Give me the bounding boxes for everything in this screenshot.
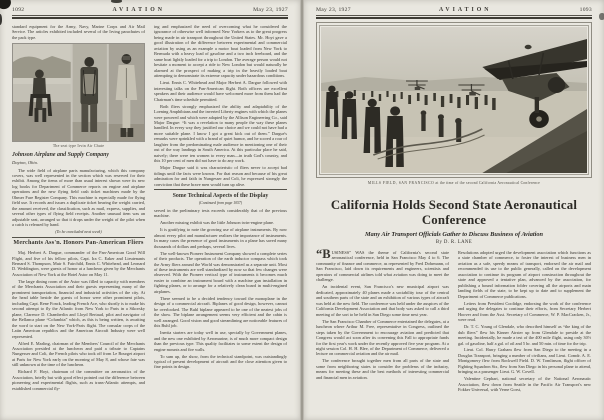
section-rule [154, 189, 287, 190]
header-rule-thin [316, 15, 592, 16]
drop-cap: “B [316, 247, 331, 261]
paragraph: It is gratifying to note the growing use of airplane instruments. By now almost every pilot and manufacturer realizes the importance of instruments. In many cases the presence of good instruments in a plane has saved many thousands of dollars and perhaps, several lives. [154, 227, 287, 249]
johnson-article-heading: Johnson Airplane and Supply Company [12, 152, 110, 159]
page-number: 1092 [12, 7, 25, 13]
mills-field-photo [316, 22, 592, 178]
running-header-left [12, 7, 288, 13]
right-page [304, 0, 604, 420]
merchants-section-heading: Merchants Ass'n. Honors Pan-American Fliers [13, 240, 144, 247]
parachute-photo-illustration [13, 44, 144, 141]
paragraph: Valentine Gephart, national secretary of the National Aeronautic Association, flew down from Seattle in the Pacific Air Transport's new Fokker Universal, with Verne Gorst, [458, 376, 591, 393]
left-page [0, 0, 300, 420]
paragraph: Lieut. Col. Harry Graham flew from San Diego to the meeting in a Douglas Transport, bringing a number of civilians, and Lieut. Comdr. A. E. Montgomery flew from Rockwell Field. D. W. Tomlinson, flight officer of Fighting Squadron Six, flew from San Diego in his personal plane to attend, bringing as a passenger Lieut. G. W. Covell. [458, 347, 591, 375]
to-be-concluded-note: (To be concluded next week) [55, 229, 102, 235]
scan-smudge [599, 13, 604, 20]
mills-field-photo-illustration [321, 27, 587, 173]
article-subtitle: Many Air Transport Officials Gather to Discuss Business of Aviation [364, 230, 544, 238]
right-page-column-2 [458, 250, 591, 394]
paragraph: There seemed to be a decided tendency toward the monoplane in the design of a commercial aircraft. Biplanes of good design, however, cannot be overlooked. The Buhl biplane appeared to be one of the neatest jobs of the show. The biplane arrangement seems very efficient and the cabin is well arranged. Good vision and good streamlining are noticeable features of this Buhl job. [154, 295, 287, 329]
paragraph: Maj. Herbert A. Dargue, commander of the Pan-American Good Will Flight, and five of his fellow pilots, Capt. Ira C. Eaker and Lieutenants Bernard S. Thompson, Muir S. Fairchild, Ennis C. Whitehead, and Leonard D. Weddington, were guests of honor at a luncheon given by the Merchants Association of New York at the Hotel Astor on May 11. [12, 250, 145, 277]
photo-caption: The seat type Irvin Air Chute [52, 144, 105, 149]
photo-caption-rest: at the time of the second California Aeronautical Conference [435, 180, 541, 185]
paragraph: The wide field of airplane parts manufacturing, which this company covers, was well represented in the section which was reserved for their exhibit. Among the items of more than usual interest shown were its new log books for Department of Commerce reports on engine and airplane operations and the new flying field cash ticket machines made by the Ohmer Fare Register Company. This machine is especially made for flying field use. It records and issues a duplicate ticket bearing the weight carried, the amount received, the classification, such as mail, express, supplies, and several other types of flying field receipts. Another unusual item was an adjustable seat, arranged so that it drops under the weight of the pilot when a catch is released by hand. [12, 167, 145, 228]
issue-date: May 23, 1927 [316, 7, 351, 13]
paragraph: Alfred E. Marling, chairman of the Members' Council of the Merchants Association presided at the luncheon and paid a tribute to Captains Nungesser and Coli, the French pilots who took off from Le Bourget airport at Paris for New York early on the morning of May 8, and whose fate was still unknown at the time of the luncheon. [12, 340, 145, 368]
paragraph: Resolutions adopted urged the development association which functions as a state chamber of commerce, to foster the interest of business men in aviation as a safe, speedy means of transport, endorsed the air mail and recommended its use to the public generally, called on the development association to continue its program of airport construction throughout the state and approved a tentative plan, advanced by the association, for publishing a bound information folder covering all the airports and main landing fields of the state, to be kept up to date and to supplement the Department of Commerce publications. [458, 250, 591, 299]
left-page-column-1 [12, 24, 145, 393]
photo-caption-lead: MILLS FIELD, SAN FRANCISCO [367, 180, 435, 185]
paragraph: The conference brought together men from all parts of the state and some from neighboring states to consider the problems of the industry, means for meeting these and the best methods of interesting commercial and financial men in aviation. [316, 358, 449, 380]
right-page-column-1 [316, 247, 449, 394]
paragraph: Inertia starters are today well in use, specially by Government planes, and the new one exhibited by Aeromarine, is of much more compact design than the previous type. This quality facilitates to some extent the design of engine mounts and fire walls. [154, 330, 287, 352]
header-rule-thick [316, 17, 592, 19]
paragraph: served in the preliminary tests exceeds considerably that of the previous machine. [154, 207, 287, 219]
paragraph: To sum up, the show, from the technical standpoint, was outstandingly typical of present development of aircraft and the close attention given to fine points in design. [154, 353, 287, 370]
header-rule-thin [12, 15, 288, 16]
continued-from-note: (Continued from page 1057) [198, 200, 243, 205]
article-headline: California Holds Second State Aeronautical Conference [330, 197, 578, 227]
paragraph: Lieut. Ennis C. Whitehead and Major Herbert A. Dargue followed with interesting talks on the Pan-American flight. Both officers are excellent speakers and their audience would have welcomed more from them had the Chairman's time schedule permitted. [154, 80, 287, 102]
johnson-article-subheading: Dayton, Ohio. [12, 159, 39, 165]
paragraph: The well-known Pioneer Instrument Company showed a complete series of their products. The operation of the earth inductor compass which took the Army fliers around the World was demonstrated as a separate unit. Most of these instruments are well standardized by now so that few changes were observed. With the Pioneer vertical type of instruments it becomes much easier to combine an instrument board with a machine gun installation in fighting planes, or to arrange for a relatively clean board in multi-engined airplanes. [154, 250, 287, 294]
magazine-title: AVIATION [112, 7, 165, 13]
photo-caption [316, 181, 592, 185]
paragraph: Letters from President Coolidge, endorsing the work of the conference and urging the delegates to continue their efforts, from Secretary Herbert Hoover and from the Asst. Secretary of Commerce, W. P. MacCracken, Jr., were read. [458, 300, 591, 323]
running-header-right [316, 7, 592, 13]
page-number: 1093 [579, 7, 592, 13]
paragraph: ing and emphasized the need of overcoming what he considered the ignorance of otherwise well informed New Yorkers as to the great progress being made in air transport throughout the United States. Mr. Hoyt gave a good illustration of the difference between experimental and commercial aviation by using as an example a motor boat loaded from New York to Bermuda with a heavy load of gasoline and a two inch freeboard, and the same boat lightly loaded for a trip to London. The average person would not hesitate a moment to accept a ride to New London but would naturally be alarmed at the prospect of making a trip in the heavily loaded boat attempting to demonstrate its extreme capacity under hazardous conditions. [154, 24, 287, 79]
paragraph: The San Francisco Chamber of Commerce entertained the delegates, at a luncheon where Arthur M. Free, representative in Congress, outlined the steps taken by the Government to encourage aviation and predicted that Congress would act soon after its convening this Fall to appropriate funds for the first year's work under the recently approved five year program. At a night session Col. H. H. Blee, of the Department of Commerce, delivered a lecture on commercial aviation and the air mail. [316, 318, 449, 357]
article-byline: By D. R. LANE [435, 240, 473, 245]
paragraph: “BUSINESS” WAS the theme of California's second state aeronautical conference, held in San Francisco May 4 to 6. The community of finance and commerce, as represented by Fred Dohrmann, of San Francisco, laid down its requirements and engineers, scientists and operators of commercial airlines told what aviation was doing to meet the challenge. [316, 247, 449, 283]
section-rule [12, 237, 145, 238]
paragraph: Both fliers strongly emphasized the ability and adaptability of the Loening Amphibians and the inverted Liberty engines with which the planes were powered and which were adapted by the Allison Engineering Co., said Major Dargue: “It was a revelation to many people the way these planes handled. In every way they justified our choice and we could not have had a more suitable plane. I know I got a great kick out of them.” Dargue's remarks were sprinkled with a brand of quiet humor, and he scored a roar of laughter from the predominating male audience in mentioning one of their out of the way landings in South America. At this particular place he said, naively; there were ten women to every man—in truth God's country, and this 10 per cent of men did not have to do any work. [154, 103, 287, 164]
issue-date: May 23, 1927 [253, 7, 288, 13]
paragraph: Dr. T. C. Young of Glendale, who described himself as “the king of the dub fliers” flew his Kinner Airster up from Glendale to preside at the meeting. Incidentally, he made a test of the 400 mile flight, using only 30½ gal. of gasoline, half a gal. of oil and 5 hr. and 50 min. of time for the trip. [458, 324, 591, 346]
parachute-photo [12, 43, 145, 142]
paragraph: Richard F. Hoyt, chairman of the committee on aeronautics of the Association, briefly but with good effect pointed out the difference between pioneering and experimental flights, such as trans-Atlantic attempts, and established commercial fly- [12, 369, 145, 391]
magazine-title: AVIATION [438, 7, 492, 13]
technical-section-heading: Some Technical Aspects of the Display [172, 193, 269, 200]
paragraph: standard equipment for the Army, Navy, Marine Corps and Air Mail Service. The articles exhibited included several of the Irving parachutes of the pack type. [12, 24, 145, 40]
paragraph: Another missing exhibit was the little Johnson twin-engine plane. [160, 220, 275, 226]
left-page-column-2 [154, 24, 287, 393]
paragraph: An incidental event, San Francisco's new municipal airport was dedicated, approximately 40 planes made a sociability tour of the central and southern parts of the state and an exhibition of various types of aircraft was held at the new field. The conference was held under the auspices of the California Development Association and that body was asked to call a third meeting of the sort to be held in San Diego some time next year. [316, 284, 449, 317]
paragraph: The large dining room of the Astor was filled to capacity with members of the Merchants Association and their guests representing many of the prominent transportation, financial and industrial activities of the city. At the head table beside the guests of honor were other prominent pilots, including Capt. Rene Fonck, leading French Ace, who shortly is to make his second attempt to fly the Atlantic from New York to Paris in a Sikorsky plane, Clarence D. Chamberlin and Lloyd Bertaud, pilot and navigator of the Bellanca plane “Columbia” which, as this is being written, is awaiting the word to start on the New York-Paris flight. The consular corps of the Latin American republics and the American Aircraft Industry were well represented. [12, 278, 145, 339]
header-rule-thick [12, 17, 288, 19]
paragraph: Major Dargue said it was characteristic of fliers never to accept bad tidings until the facts were known. For that reason and because of his great admiration for and faith in Nungesser and Coli, he expressed strongly the conviction that these brave men would turn up alive. [154, 165, 287, 187]
